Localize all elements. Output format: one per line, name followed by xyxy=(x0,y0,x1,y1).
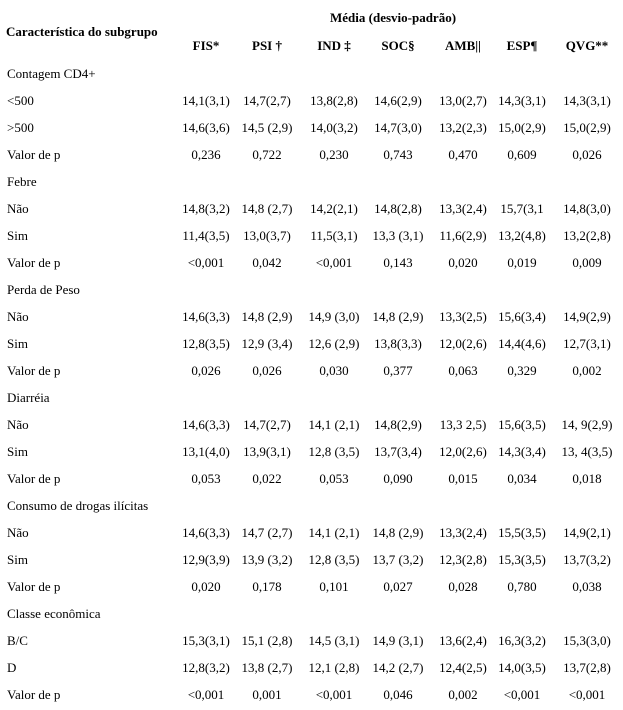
table-cell: 14,5 (3,1) xyxy=(308,633,360,648)
table-cell: 14,7(2,7) xyxy=(243,93,291,108)
table-cell: 14,9 (3,1) xyxy=(372,633,424,648)
table-cell: <0,001 xyxy=(315,255,353,270)
table-cell: 14,9 (3,0) xyxy=(308,309,360,324)
table-cell: 13,9 (3,2) xyxy=(241,552,293,567)
table-cell: 0,028 xyxy=(448,579,478,594)
table-row xyxy=(0,413,623,440)
table-cell: 0,018 xyxy=(572,471,602,486)
column-header: PSI † xyxy=(252,38,282,53)
row-label: Valor de p xyxy=(7,147,61,162)
table-cell: 0,022 xyxy=(252,471,282,486)
table-cell: <0,001 xyxy=(187,687,225,702)
table-cell: 15,6(3,4) xyxy=(498,309,546,324)
table-cell: 14,0(3,2) xyxy=(310,120,358,135)
table-cell: 0,026 xyxy=(191,363,221,378)
row-label: >500 xyxy=(7,120,34,135)
table-cell: 13,7(2,8) xyxy=(563,660,611,675)
row-label: Valor de p xyxy=(7,471,61,486)
section-header-row xyxy=(0,278,623,305)
table-cell: 14,6(3,3) xyxy=(182,417,230,432)
column-header: IND ‡ xyxy=(317,38,351,53)
table-cell: 14,8 (2,9) xyxy=(372,309,424,324)
table-cell: 0,780 xyxy=(507,579,537,594)
table-cell: 13,0(2,7) xyxy=(439,93,487,108)
section-title: Consumo de drogas ilícitas xyxy=(7,498,149,513)
table-cell: 0,236 xyxy=(191,147,221,162)
table-cell: 0,034 xyxy=(507,471,537,486)
table-cell: 13,3(2,4) xyxy=(439,525,487,540)
table-cell: 14,8 (2,9) xyxy=(241,309,293,324)
table-cell: 14,1 (2,1) xyxy=(308,525,360,540)
table-cell: 0,038 xyxy=(572,579,602,594)
table-cell: 0,046 xyxy=(383,687,413,702)
table-row xyxy=(0,224,623,251)
table-cell: 14,2 (2,7) xyxy=(372,660,424,675)
table-cell: 14,6(3,3) xyxy=(182,525,230,540)
table-cell: 13,3 (3,1) xyxy=(372,228,424,243)
section-title: Perda de Peso xyxy=(7,282,80,297)
table-cell: 14,6(3,6) xyxy=(182,120,230,135)
table-cell: 13,6(2,4) xyxy=(439,633,487,648)
table-cell: 15,3(3,1) xyxy=(182,633,230,648)
table-cell: 14,8(3,2) xyxy=(182,201,230,216)
table-cell: 14,8 (2,7) xyxy=(241,201,293,216)
row-label: <500 xyxy=(7,93,34,108)
table-cell: 14,6(2,9) xyxy=(374,93,422,108)
table-cell: 0,015 xyxy=(448,471,478,486)
table-cell: 12,8(3,5) xyxy=(182,336,230,351)
table-row xyxy=(0,656,623,683)
table-cell: 15,0(2,9) xyxy=(563,120,611,135)
table-cell: 13,7(3,4) xyxy=(374,444,422,459)
mean-sd-group-header: Média (desvio-padrão) xyxy=(330,10,457,25)
row-label: Não xyxy=(7,201,29,216)
table-row xyxy=(0,89,623,116)
table-cell: 13,3 2,5) xyxy=(439,417,487,432)
table-cell: 15,3(3,5) xyxy=(498,552,546,567)
table-row xyxy=(0,683,623,710)
table-cell: 16,3(3,2) xyxy=(498,633,546,648)
table-cell: 15,1 (2,8) xyxy=(241,633,293,648)
table-cell: 0,090 xyxy=(383,471,413,486)
table-cell: 13,7 (3,2) xyxy=(372,552,424,567)
section-title: Diarréia xyxy=(7,390,50,405)
table-cell: 0,053 xyxy=(191,471,221,486)
table-cell: <0,001 xyxy=(187,255,225,270)
table-cell: 13,2(2,8) xyxy=(563,228,611,243)
table-cell: 0,063 xyxy=(448,363,478,378)
table-row xyxy=(0,629,623,656)
row-label: Não xyxy=(7,417,29,432)
table-row xyxy=(0,359,623,386)
table-cell: 13,2(4,8) xyxy=(498,228,546,243)
table-body xyxy=(0,62,623,710)
table-cell: 14,8(2,9) xyxy=(374,417,422,432)
table-cell: 14,9(2,9) xyxy=(563,309,611,324)
table-cell: 12,4(2,5) xyxy=(439,660,487,675)
table-cell: 0,722 xyxy=(252,147,282,162)
table-cell: 14,7(3,0) xyxy=(374,120,422,135)
table-cell: 15,3(3,0) xyxy=(563,633,611,648)
section-header-row xyxy=(0,62,623,89)
table-cell: 0,001 xyxy=(252,687,282,702)
section-header-row xyxy=(0,170,623,197)
table-cell: 12,8(3,2) xyxy=(182,660,230,675)
row-label: Valor de p xyxy=(7,579,61,594)
table-cell: 14,8(2,8) xyxy=(374,201,422,216)
table-cell: 11,4(3,5) xyxy=(182,228,230,243)
section-title: Contagem CD4+ xyxy=(7,66,96,81)
row-label: Sim xyxy=(7,228,28,243)
table-cell: 0,230 xyxy=(319,147,349,162)
row-label: Não xyxy=(7,309,29,324)
table-cell: 0,019 xyxy=(507,255,537,270)
table-cell: 13,0(3,7) xyxy=(243,228,291,243)
table-cell: 12,6 (2,9) xyxy=(308,336,360,351)
section-header-row xyxy=(0,494,623,521)
table-cell: 14,3(3,4) xyxy=(498,444,546,459)
table-cell: 15,7(3,1 xyxy=(500,201,544,216)
table-row xyxy=(0,440,623,467)
table-cell: 0,002 xyxy=(448,687,478,702)
table-cell: 14,1(3,1) xyxy=(182,93,230,108)
table-cell: 0,002 xyxy=(572,363,602,378)
table-cell: 14,5 (2,9) xyxy=(241,120,293,135)
table-row xyxy=(0,305,623,332)
table-cell: 14, 9(2,9) xyxy=(561,417,613,432)
table-cell: 14,2(2,1) xyxy=(310,201,358,216)
table-cell: 13,8(2,8) xyxy=(310,93,358,108)
table-cell: 14,1 (2,1) xyxy=(308,417,360,432)
table-cell: 12,7(3,1) xyxy=(563,336,611,351)
table-cell: 13,7(3,2) xyxy=(563,552,611,567)
table-cell: 14,8(3,0) xyxy=(563,201,611,216)
table-cell: 0,743 xyxy=(383,147,413,162)
table-cell: 11,5(3,1) xyxy=(310,228,358,243)
table-row xyxy=(0,467,623,494)
table-cell: <0,001 xyxy=(503,687,541,702)
table-cell: 12,8 (3,5) xyxy=(308,444,360,459)
table-cell: <0,001 xyxy=(568,687,606,702)
table-cell: 14,0(3,5) xyxy=(498,660,546,675)
table-row xyxy=(0,116,623,143)
table-cell: 13, 4(3,5) xyxy=(561,444,613,459)
table-cell: <0,001 xyxy=(315,687,353,702)
table-cell: 13,1(4,0) xyxy=(182,444,230,459)
table-cell: 11,6(2,9) xyxy=(439,228,487,243)
table-cell: 12,1 (2,8) xyxy=(308,660,360,675)
table-cell: 12,9 (3,4) xyxy=(241,336,293,351)
row-label: Valor de p xyxy=(7,687,61,702)
row-label: D xyxy=(7,660,17,675)
row-label: Sim xyxy=(7,336,28,351)
table-cell: 14,8 (2,9) xyxy=(372,525,424,540)
section-header-row xyxy=(0,386,623,413)
table-cell: 13,2(2,3) xyxy=(439,120,487,135)
table-cell: 0,053 xyxy=(319,471,349,486)
table-row xyxy=(0,575,623,602)
table-cell: 12,0(2,6) xyxy=(439,336,487,351)
table-cell: 0,101 xyxy=(319,579,349,594)
table-cell: 0,143 xyxy=(383,255,413,270)
table-cell: 0,178 xyxy=(252,579,282,594)
column-header: AMB|| xyxy=(444,38,482,53)
table-cell: 13,8 (2,7) xyxy=(241,660,293,675)
table-cell: 14,6(3,3) xyxy=(182,309,230,324)
table-cell: 0,609 xyxy=(507,147,537,162)
section-title: Febre xyxy=(7,174,37,189)
section-header-row xyxy=(0,602,623,629)
table-cell: 12,8 (3,5) xyxy=(308,552,360,567)
table-row xyxy=(0,197,623,224)
table-row xyxy=(0,332,623,359)
table-row xyxy=(0,548,623,575)
table-cell: 12,0(2,6) xyxy=(439,444,487,459)
table-cell: 14,3(3,1) xyxy=(498,93,546,108)
table-cell: 14,7(2,7) xyxy=(243,417,291,432)
table-row xyxy=(0,521,623,548)
row-label: Sim xyxy=(7,444,28,459)
table-cell: 14,7 (2,7) xyxy=(241,525,293,540)
table-cell: 0,020 xyxy=(448,255,478,270)
table-cell: 14,4(4,6) xyxy=(498,336,546,351)
column-header: SOC§ xyxy=(381,38,415,53)
table-cell: 14,3(3,1) xyxy=(563,93,611,108)
row-label: Não xyxy=(7,525,29,540)
table-cell: 15,0(2,9) xyxy=(498,120,546,135)
table-cell: 12,9(3,9) xyxy=(182,552,230,567)
table-cell: 13,9(3,1) xyxy=(243,444,291,459)
column-header: FIS* xyxy=(192,38,220,53)
table-cell: 15,6(3,5) xyxy=(498,417,546,432)
table-cell: 15,5(3,5) xyxy=(498,525,546,540)
row-label: Sim xyxy=(7,552,28,567)
table-cell: 12,3(2,8) xyxy=(439,552,487,567)
table-cell: 0,329 xyxy=(507,363,537,378)
table-cell: 0,020 xyxy=(191,579,221,594)
table-cell: 0,009 xyxy=(572,255,602,270)
table-cell: 13,3(2,5) xyxy=(439,309,487,324)
table-row xyxy=(0,251,623,278)
subgroup-characteristic-header: Característica do subgrupo xyxy=(6,24,158,39)
table-cell: 0,026 xyxy=(572,147,602,162)
table-cell: 0,026 xyxy=(252,363,282,378)
section-title: Classe econômica xyxy=(7,606,101,621)
table-row xyxy=(0,143,623,170)
table-cell: 0,042 xyxy=(252,255,282,270)
table-cell: 0,027 xyxy=(383,579,413,594)
row-label: Valor de p xyxy=(7,363,61,378)
row-label: B/C xyxy=(7,633,28,648)
table-cell: 0,030 xyxy=(319,363,349,378)
table-cell: 0,377 xyxy=(383,363,413,378)
column-header: QVG** xyxy=(565,38,609,53)
table-cell: 13,3(2,4) xyxy=(439,201,487,216)
table-cell: 13,8(3,3) xyxy=(374,336,422,351)
column-header: ESP¶ xyxy=(506,38,538,53)
table-cell: 0,470 xyxy=(448,147,478,162)
table-cell: 14,9(2,1) xyxy=(563,525,611,540)
row-label: Valor de p xyxy=(7,255,61,270)
